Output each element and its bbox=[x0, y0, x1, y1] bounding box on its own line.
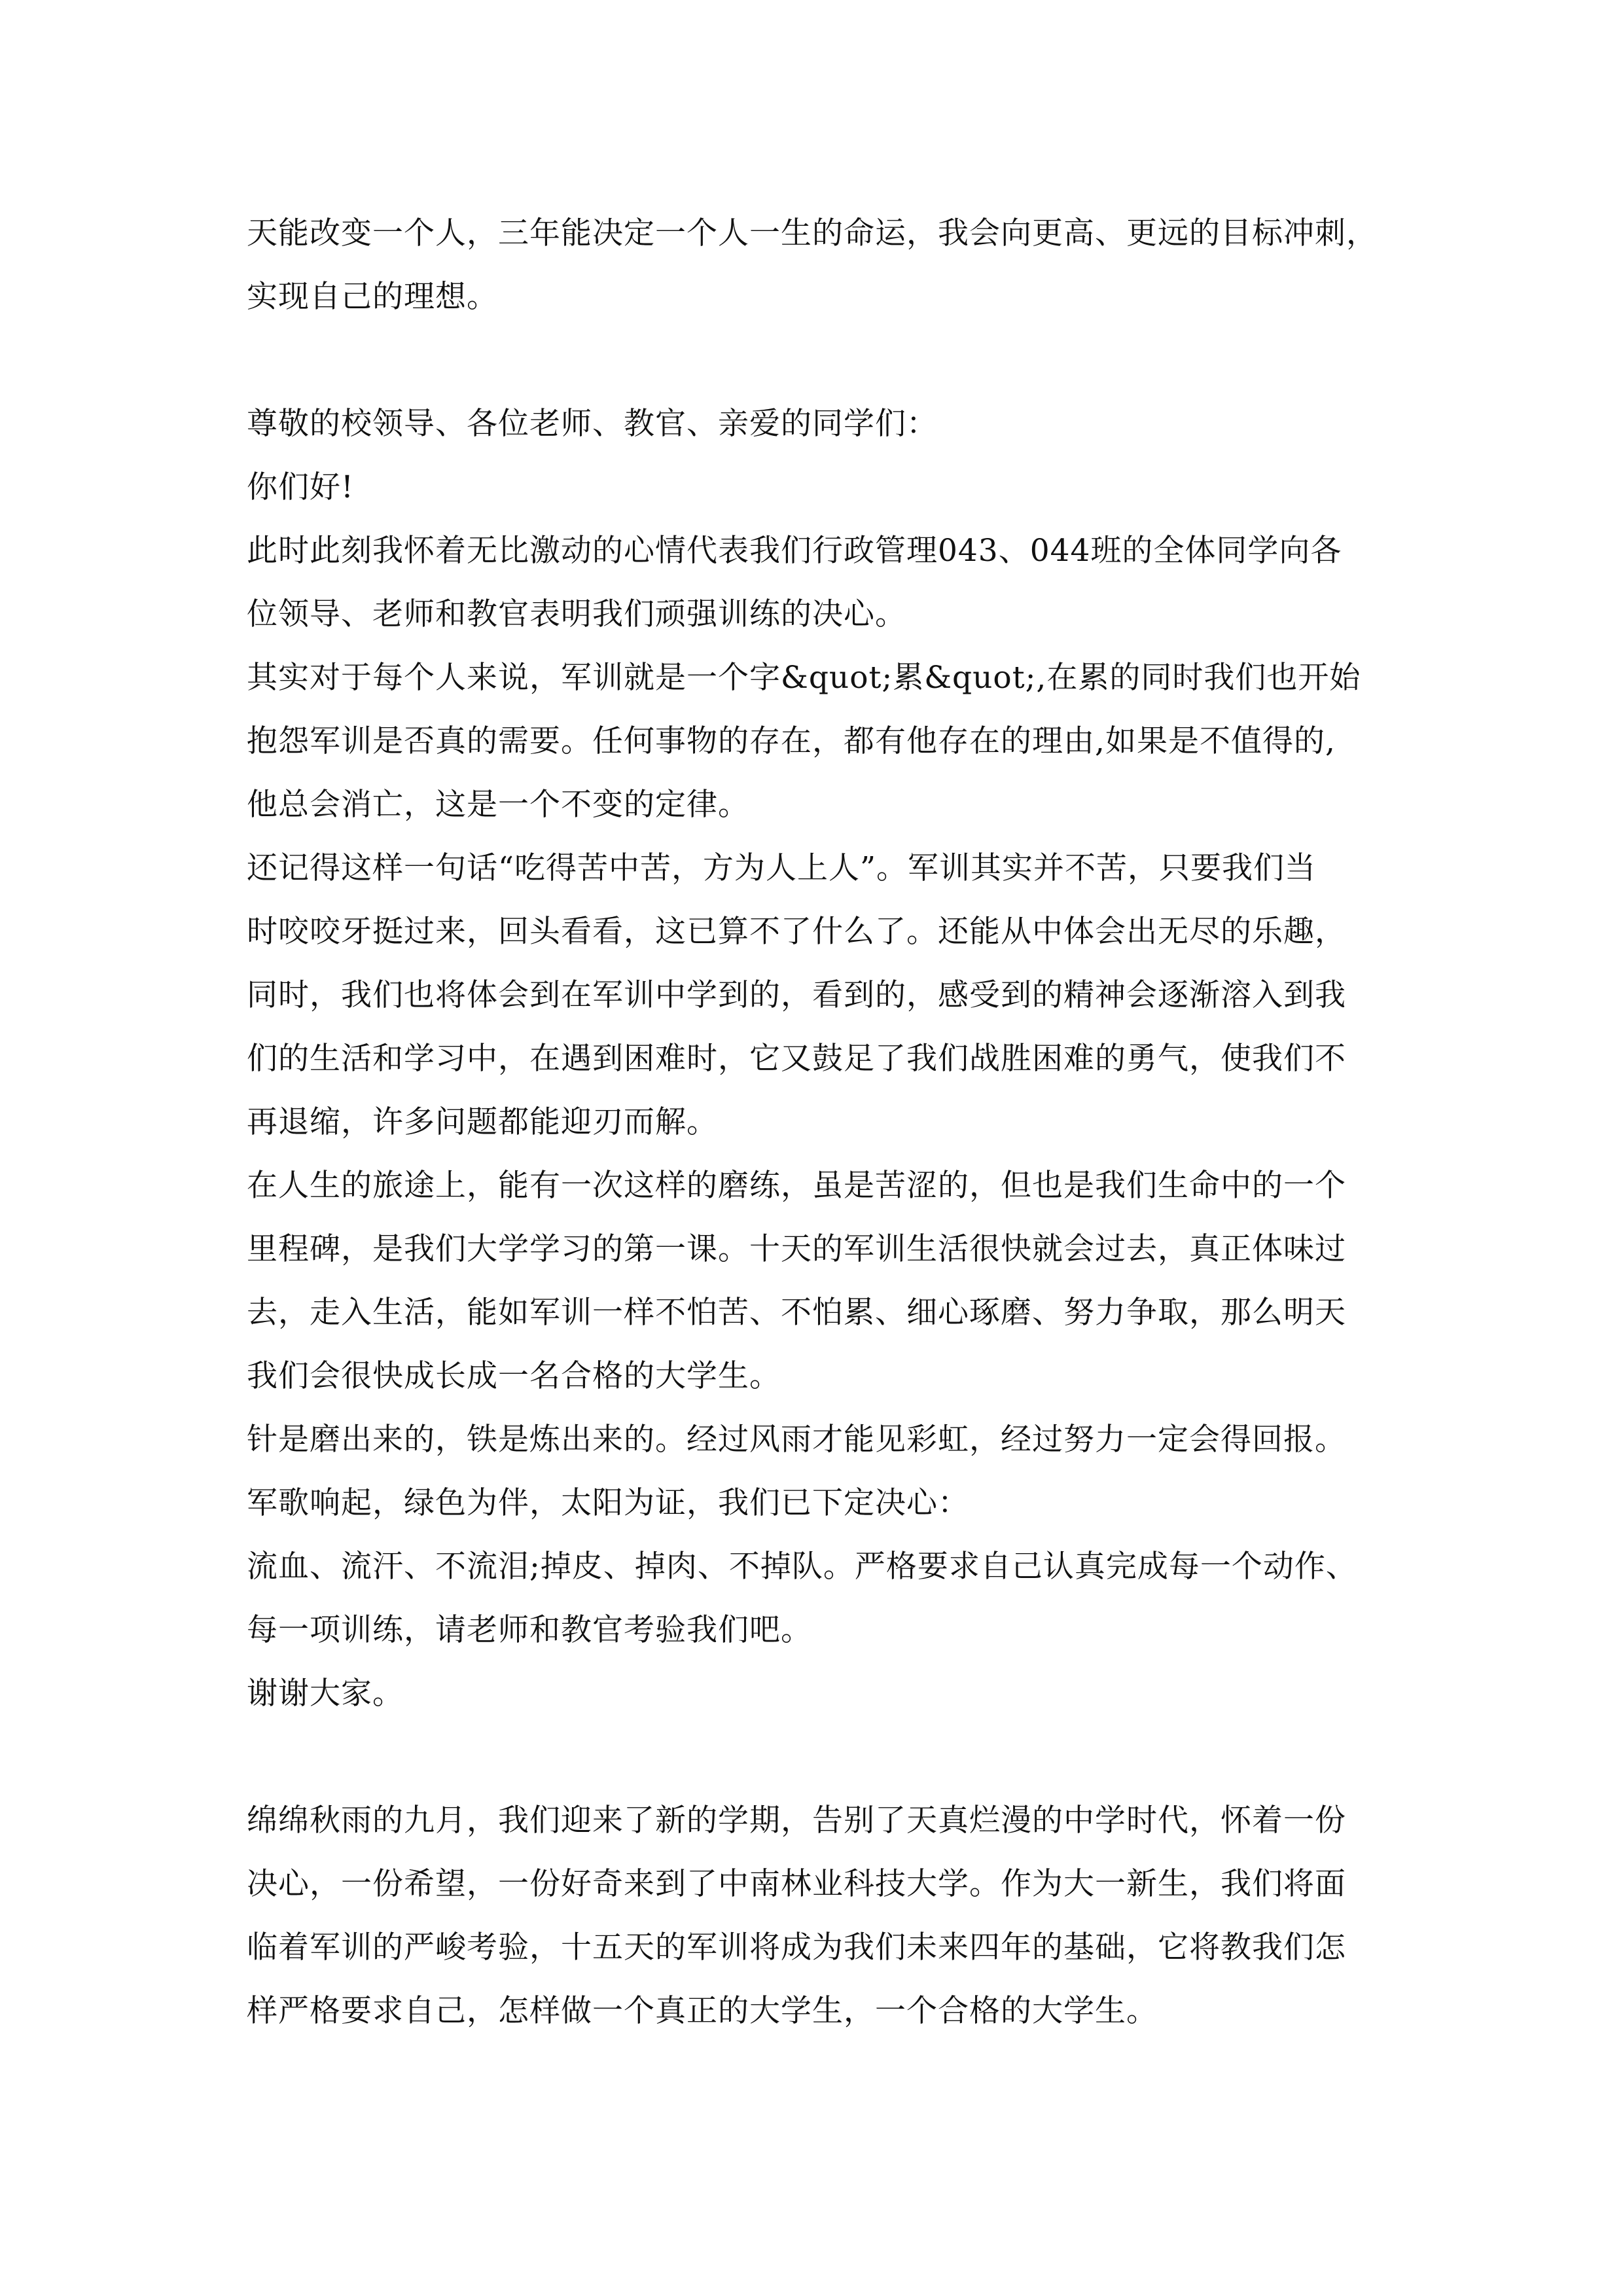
text-line: 他总会消亡，这是一个不变的定律。 bbox=[247, 787, 749, 823]
text-line: 我们会很快成长成一名合格的大学生。 bbox=[247, 1358, 781, 1394]
text-line: 流血、流汗、不流泪;掉皮、掉肉、不掉队。严格要求自己认真完成每一个动作、 bbox=[247, 1549, 1357, 1585]
blank-line bbox=[247, 329, 1425, 392]
text-line: 里程碑，是我们大学学习的第一课。十天的军训生活很快就会过去，真正体味过 bbox=[247, 1231, 1346, 1267]
text-line: 绵绵秋雨的九月，我们迎来了新的学期，告别了天真烂漫的中学时代，怀着一份 bbox=[247, 1803, 1346, 1839]
text-line: 决心，一份希望，一份好奇来到了中南林业科技大学。作为大一新生，我们将面 bbox=[247, 1866, 1346, 1902]
text-line: 军歌响起，绿色为伴，太阳为证，我们已下定决心： bbox=[247, 1485, 969, 1521]
salutation-line: 尊敬的校领导、各位老师、教官、亲爱的同学们： bbox=[247, 406, 938, 442]
text-line: 此时此刻我怀着无比激动的心情代表我们行政管理043、044班的全体同学向各 bbox=[247, 533, 1342, 569]
text-line: 每一项训练，请老师和教官考验我们吧。 bbox=[247, 1612, 812, 1648]
document-body bbox=[247, 202, 1425, 2043]
text-line: 天能改变一个人，三年能决定一个人一生的命运，我会向更高、更远的目标冲刺， bbox=[247, 215, 1378, 251]
text-line: 临着军训的严峻考验，十五天的军训将成为我们未来四年的基础，它将教我们怎 bbox=[247, 1929, 1346, 1965]
text-line: 时咬咬牙挺过来，回头看看，这已算不了什么了。还能从中体会出无尽的乐趣， bbox=[247, 914, 1346, 950]
text-line: 同时，我们也将体会到在军训中学到的，看到的，感受到的精神会逐渐溶入到我 bbox=[247, 977, 1346, 1013]
closing-line: 谢谢大家。 bbox=[247, 1676, 404, 1712]
text-line: 们的生活和学习中，在遇到困难时，它又鼓足了我们战胜困难的勇气，使我们不 bbox=[247, 1041, 1346, 1077]
blank-line bbox=[247, 1725, 1425, 1789]
text-line: 还记得这样一句话“吃得苦中苦，方为人上人”。军训其实并不苦，只要我们当 bbox=[247, 850, 1317, 886]
text-line: 样严格要求自己，怎样做一个真正的大学生，一个合格的大学生。 bbox=[247, 1993, 1158, 2029]
text-line: 其实对于每个人来说，军训就是一个字&quot;累&quot;,在累的同时我们也开始 bbox=[247, 660, 1361, 696]
text-line: 针是磨出来的，铁是炼出来的。经过风雨才能见彩虹，经过努力一定会得回报。 bbox=[247, 1422, 1346, 1458]
text-line: 抱怨军训是否真的需要。任何事物的存在，都有他存在的理由,如果是不值得的, bbox=[247, 723, 1336, 759]
text-line: 在人生的旅途上，能有一次这样的磨练，虽是苦涩的，但也是我们生命中的一个 bbox=[247, 1168, 1346, 1204]
text-line: 再退缩，许多问题都能迎刃而解。 bbox=[247, 1104, 718, 1140]
text-line: 位领导、老师和教官表明我们顽强训练的决心。 bbox=[247, 596, 906, 632]
greeting-line: 你们好! bbox=[247, 469, 354, 505]
text-line: 去，走入生活，能如军训一样不怕苦、不怕累、细心琢磨、努力争取，那么明天 bbox=[247, 1295, 1346, 1331]
text-line: 实现自己的理想。 bbox=[247, 279, 498, 315]
